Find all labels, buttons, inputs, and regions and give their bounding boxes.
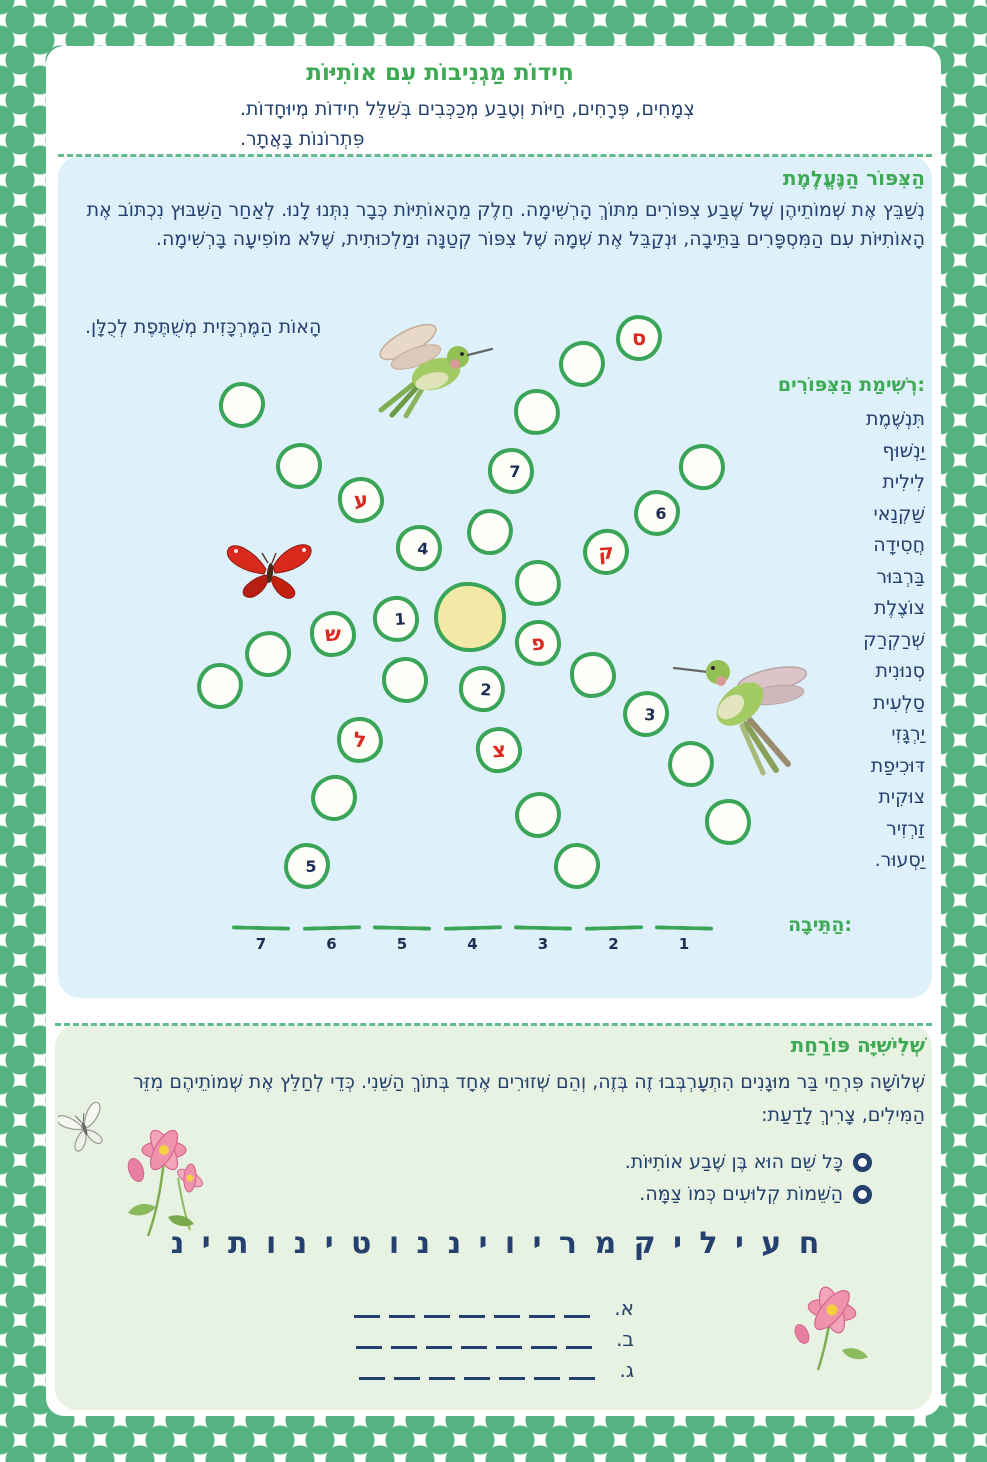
bird-list-item: צוֹצֶלֶת: [873, 597, 925, 619]
page-title: חִידוֹת מַגְנִיבוֹת עִם אוֹתִיּוֹת: [306, 60, 574, 86]
scrambled-letter-string: ח ע י ל י ק מ ר י ו י נ נ ו ט י נ ו ת י נ: [170, 1226, 820, 1261]
circle-text: 7: [509, 461, 521, 481]
flower-answer-dash[interactable]: [429, 1377, 455, 1380]
puzzle-circle-letter-ש: [310, 611, 356, 657]
answer-blank-line[interactable]: [232, 925, 290, 930]
intro-line-2: פִּתְרוֹנוֹת בָּאֲתָר.: [240, 128, 365, 150]
puzzle-circle-empty[interactable]: [276, 443, 322, 489]
answer-blank-number: 1: [678, 935, 690, 953]
flower-answer-dash[interactable]: [459, 1315, 485, 1318]
flower-answer-dash[interactable]: [389, 1315, 415, 1318]
flower-answer-row-ב: [356, 1323, 634, 1349]
dashed-separator-top: [58, 154, 932, 157]
intro-text: [240, 94, 808, 154]
bird-list-item: צוּקִית: [878, 786, 925, 808]
answer-blank-line[interactable]: [443, 925, 501, 931]
circle-text: ש: [325, 622, 341, 646]
answer-blank-number: 7: [255, 935, 267, 953]
flower-answer-dash[interactable]: [531, 1346, 557, 1349]
bird-list-item: יַנְשׁוּף: [882, 439, 925, 462]
bird-list-item: יַסְעוּר.: [874, 849, 925, 871]
white-butterfly-icon: [58, 1098, 108, 1156]
circle-text: 4: [416, 538, 430, 559]
rule-bullet-text: כָּל שֵׁם הוּא בֶּן שֶׁבַע אוֹתִיּוֹת.: [624, 1151, 843, 1173]
answer-blank-line[interactable]: [302, 925, 360, 931]
puzzle-circle-empty[interactable]: [570, 652, 616, 698]
answer-blank-7[interactable]: [232, 926, 290, 953]
circle-text: 3: [643, 704, 657, 725]
dashed-separator-bottom: [55, 1023, 932, 1026]
bird-list-item: זַרְזִיר: [886, 817, 925, 840]
bird-list: [863, 404, 925, 877]
rule-bullet-row: [625, 1178, 872, 1210]
bird-list-item: סַלְעִית: [873, 691, 925, 714]
answer-blank-line[interactable]: [584, 925, 642, 931]
pink-flower-right-icon: [780, 1270, 884, 1374]
bird-puzzle-instructions: נְשַׁבֵּץ אֶת שְׁמוֹתֵיהֶן שֶׁל שֶׁבַע צִפּוֹרִים מִתּוֹךְ הָרְשִׁימָה. חֵלֶק מֵהָאוֹתִיּוֹת כְּבָר נִתְּנוּ לָנוּ. לְאַחַר הַשִּׁבּוּץ נִכְתּוֹב אֶת הָאוֹתִיּוֹת עִם הַמִּסְפָּרִים בַּתֵּיבָה, וּנְקַבֵּל אֶת שְׁמָהּ שֶׁל צִפּוֹר קְטַנָּה וּמַלְכוּתִית, שֶׁלֹּא מוֹפִיעָה בָּרְשִׁימָה.: [86, 199, 925, 250]
answer-blank-number: 3: [537, 935, 549, 953]
circle-text: ע: [353, 487, 369, 513]
flower-answer-label: ב.: [616, 1327, 634, 1351]
answer-blank-line[interactable]: [655, 925, 713, 930]
answer-blank-line[interactable]: [514, 925, 572, 930]
flower-answer-dash[interactable]: [394, 1377, 420, 1380]
answer-blank-number: 5: [396, 935, 408, 953]
circle-text: ק: [597, 539, 615, 565]
circle-text: צ: [491, 737, 507, 763]
intro-line-1: צְמָחִים, פְּרָחִים, חַיּוֹת וְטֶבַע מְכַכְּבִים בְּשִׁלֵּל חִידוֹת מְיוּחָדוֹת.: [240, 98, 695, 120]
bullet-ring-icon: [853, 1153, 872, 1172]
bird-list-item: שְׁרַקְרַק: [863, 628, 925, 651]
circle-text: 6: [655, 503, 667, 523]
puzzle-circle-number-7: [488, 448, 534, 494]
circle-text: 5: [305, 856, 317, 876]
answer-blank-5[interactable]: [373, 926, 431, 953]
circle-text: 1: [393, 608, 407, 629]
flower-answer-dash[interactable]: [354, 1315, 380, 1318]
answer-blank-number: 2: [608, 935, 619, 953]
bird-list-item: סְנוּנִית: [875, 660, 925, 682]
hummingbird-top-icon: [356, 312, 494, 420]
flower-answer-dash[interactable]: [426, 1346, 452, 1349]
bird-list-item: חֲסִידָה: [873, 534, 925, 556]
answer-blank-line[interactable]: [373, 925, 431, 930]
flower-answer-dash[interactable]: [496, 1346, 522, 1349]
rule-bullet-text: הַשֵּׁמוֹת קְלוּעִים כְּמוֹ צַמָּה.: [639, 1183, 843, 1205]
red-butterfly-icon: [224, 533, 316, 605]
flower-answer-dash[interactable]: [534, 1377, 560, 1380]
answer-blank-4[interactable]: [444, 926, 502, 953]
flower-answer-dash[interactable]: [359, 1377, 385, 1380]
flower-puzzle-rules: [625, 1146, 872, 1210]
flower-answer-row-א: [354, 1292, 634, 1318]
answer-blank-number: 6: [326, 935, 337, 953]
bird-list-item: תִּנְשֶׁמֶת: [866, 408, 925, 430]
bird-list-item: שַׁקְנַאי: [873, 502, 925, 525]
flower-answer-dash[interactable]: [356, 1346, 382, 1349]
flower-answer-label: ג.: [619, 1358, 634, 1382]
answer-blank-2[interactable]: [585, 926, 643, 953]
circle-text: 2: [479, 679, 493, 700]
pink-flower-left-icon: [108, 1112, 220, 1240]
flower-answer-dash[interactable]: [529, 1315, 555, 1318]
flower-puzzle-title: שְׁלִישִׁיָּה פּוֹרַחַת: [790, 1033, 925, 1057]
central-letter-hint: הָאוֹת הַמֶּרְכָּזִית מְשֻׁתֶּפֶת לְכֻלָּן.: [85, 316, 322, 338]
flower-answer-dash[interactable]: [564, 1315, 590, 1318]
flower-answer-dash[interactable]: [424, 1315, 450, 1318]
rule-bullet-row: [625, 1146, 872, 1178]
flower-answer-dash[interactable]: [461, 1346, 487, 1349]
bird-puzzle-title: הַצִּפּוֹר הַנֶּעֱלֶמֶת: [782, 166, 925, 190]
flower-answer-dash[interactable]: [499, 1377, 525, 1380]
flower-puzzle-instructions: שְׁלוֹשָׁה פִּרְחֵי בַּר מוּגָנִים הִתְעָרְבְּבוּ זֶה בְּזֶה, וְהֵם שְׁזוּרִים אֶחָד בְּתוֹךְ הַשֵּׁנִי. כְּדֵי לְחַלֵּץ אֶת שְׁמוֹתֵיהֶם מִזֵּר הַמִּילִים, צָרִיךְ לָדַעַת:: [133, 1071, 925, 1126]
bird-list-item: בַּרְבּוּר: [876, 565, 925, 588]
answer-blank-1[interactable]: [655, 926, 713, 953]
flower-answer-dash[interactable]: [566, 1346, 592, 1349]
puzzle-center-cell[interactable]: [434, 582, 506, 652]
bird-list-title: רְשִׁימַת הַצִּפּוֹרִים:: [777, 374, 925, 396]
circle-text: ס: [631, 326, 647, 350]
circle-text: פ: [530, 630, 546, 656]
answer-blank-6[interactable]: [303, 926, 361, 953]
circle-text: ל: [352, 727, 368, 753]
bird-list-item: דּוּכִיפַת: [870, 754, 925, 777]
flower-answer-dash[interactable]: [569, 1377, 595, 1380]
answer-box-label: הַתֵּיבָה:: [788, 914, 852, 936]
flower-answer-row-ג: [359, 1354, 634, 1380]
answer-blank-number: 4: [467, 935, 478, 953]
puzzle-circle-empty[interactable]: [705, 799, 751, 845]
answer-blank-3[interactable]: [514, 926, 572, 953]
flower-answer-dash[interactable]: [391, 1346, 417, 1349]
bird-list-item: לִילִית: [882, 471, 925, 493]
puzzle-circle-empty[interactable]: [382, 657, 428, 703]
bird-list-item: יַרְגָּזִי: [891, 723, 925, 745]
flower-answer-dash[interactable]: [464, 1377, 490, 1380]
flower-answer-dash[interactable]: [494, 1315, 520, 1318]
bullet-ring-icon: [853, 1185, 872, 1204]
puzzle-circle-empty[interactable]: [515, 792, 561, 838]
flower-answer-label: א.: [614, 1296, 634, 1320]
bird-puzzle-panel: [58, 156, 932, 998]
